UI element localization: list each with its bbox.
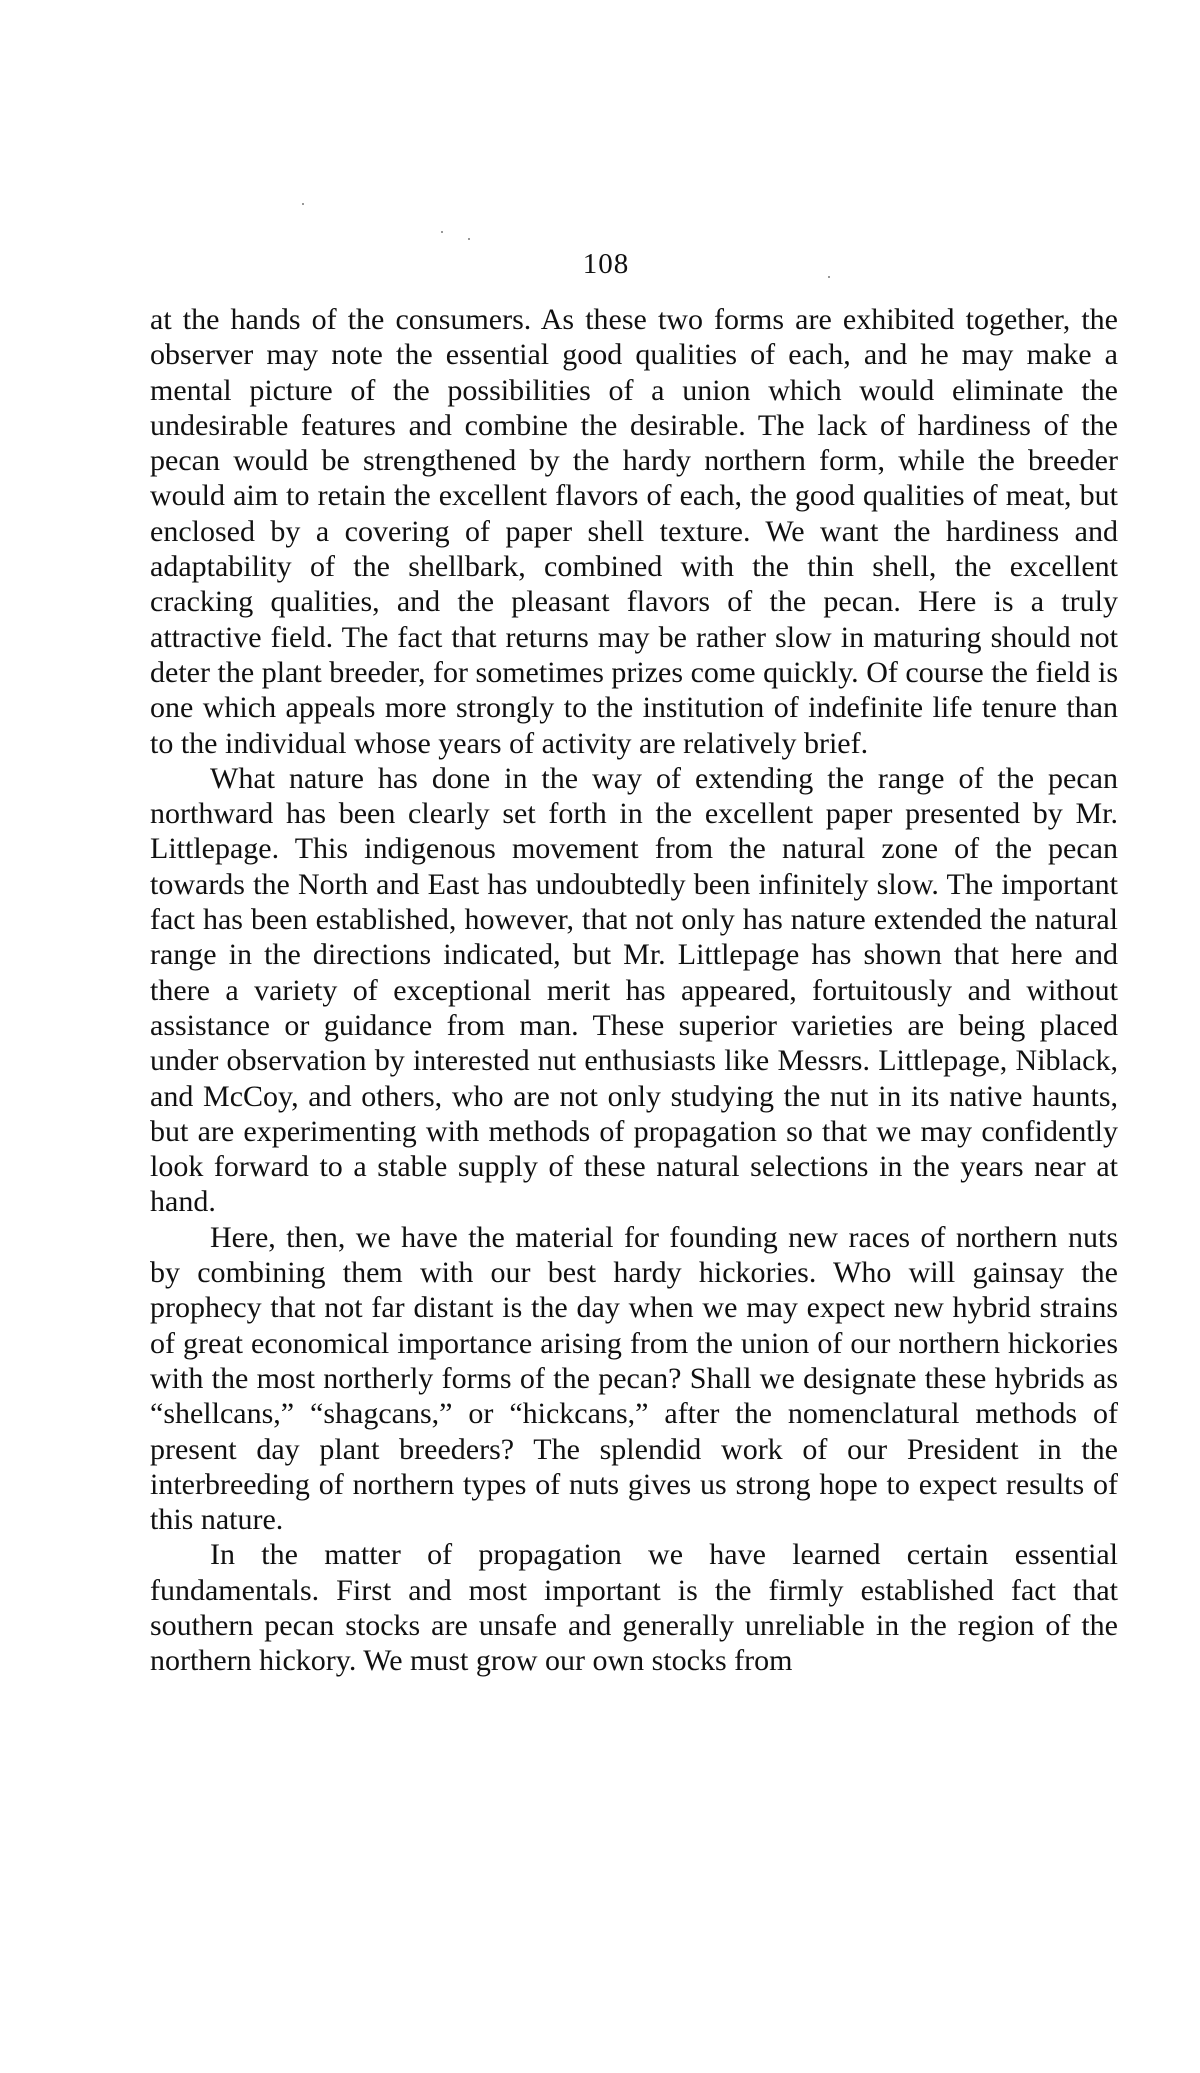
scan-speck: [468, 238, 470, 240]
scan-speck: [441, 231, 443, 233]
paragraph: Here, then, we have the material for founding new races of northern nuts by combining them with our best hardy hickories. Who will gainsay the prophecy that not far distant is the day when we may expect new hybrid strains of great economical importance arising from the union of our northern hickories with the most northerly forms of the pecan? Shall we designate these hybrids as “shellcans,” “shagcans,” or “hickcans,” after the nomenclatural methods of present day plant breeders? The splendid work of our President in the interbreeding of northern types of nuts gives us strong hope to expect results of this nature.: [150, 1220, 1118, 1537]
scan-speck: [302, 203, 304, 205]
paragraph: What nature has done in the way of extending the range of the pecan northward has been clearly set forth in the excellent paper presented by Mr. Littlepage. This indigenous movement from the natural zone of the pecan towards the North and East has undoubtedly been infinitely slow. The important fact has been established, however, that not only has nature extended the natural range in the directions indicated, but Mr. Littlepage has shown that here and there a variety of exceptional merit has appeared, fortuitously and without assistance or guidance from man. These superior varieties are being placed under observation by interested nut enthusiasts like Messrs. Littlepage, Niblack, and McCoy, and others, who are not only studying the nut in its native haunts, but are experimenting with methods of propagation so that we may confidently look forward to a stable supply of these natural selections in the years near at hand.: [150, 761, 1118, 1219]
body-text: [150, 302, 1118, 1679]
paragraph: at the hands of the consumers. As these two forms are exhibited together, the observer may note the essential good qualities of each, and he may make a mental picture of the possibilities of a union which would eliminate the undesirable features and combine the desirable. The lack of hardiness of the pecan would be strengthened by the hardy northern form, while the breeder would aim to retain the excellent flavors of each, the good qualities of meat, but enclosed by a covering of paper shell texture. We want the hardiness and adaptability of the shellbark, combined with the thin shell, the excellent cracking qualities, and the pleasant flavors of the pecan. Here is a truly attractive field. The fact that returns may be rather slow in maturing should not deter the plant breeder, for sometimes prizes come quickly. Of course the field is one which appeals more strongly to the institution of indefinite life tenure than to the individual whose years of activity are relatively brief.: [150, 303, 1118, 760]
page-number: 108: [582, 248, 630, 280]
paragraph: In the matter of propagation we have learned certain essential fundamentals. First and most important is the firmly established fact that southern pecan stocks are unsafe and generally unreliable in the region of the northern hickory. We must grow our own stocks from: [150, 1538, 1118, 1678]
